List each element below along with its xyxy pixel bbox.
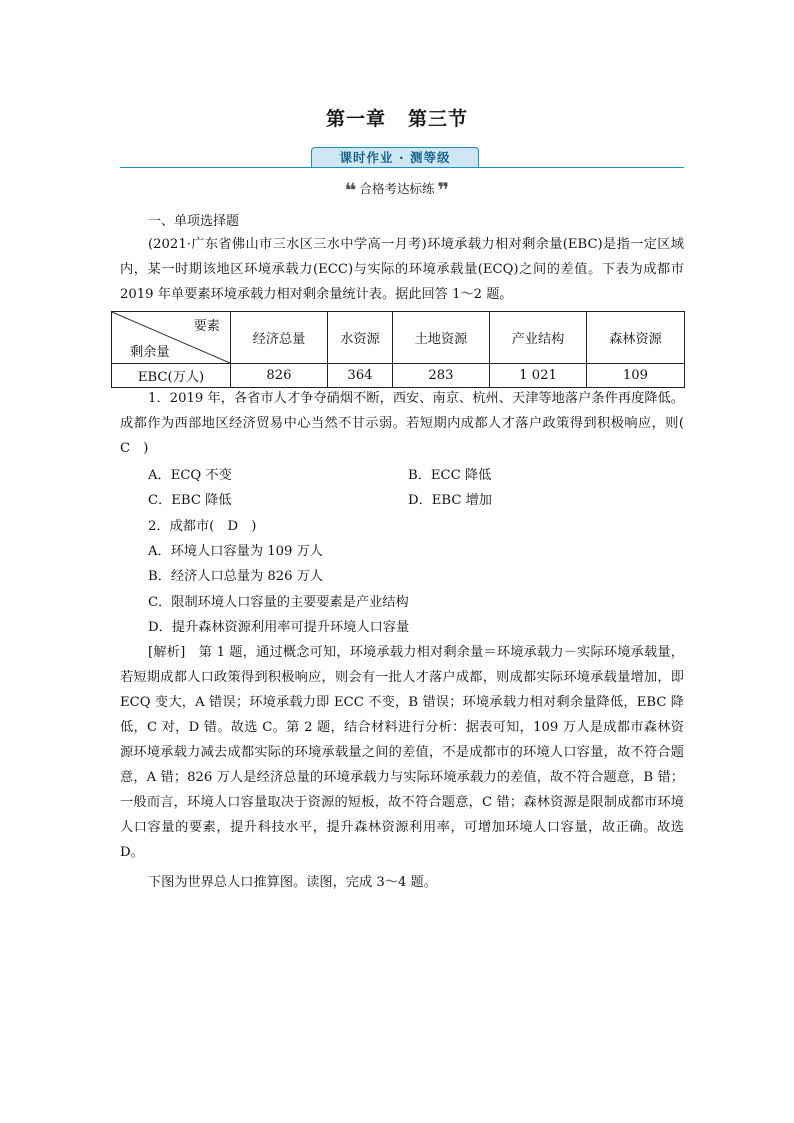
close-quote-icon: ❞ [437, 178, 450, 202]
subtitle [0, 179, 794, 200]
ebc-table [111, 311, 685, 388]
section-label: 第三节 [408, 108, 469, 130]
question-2-stem: 2．成都市( D ) [148, 519, 257, 534]
section-heading: 一、单项选择题 [148, 214, 240, 229]
column-header: 经济总量 [231, 312, 328, 364]
corner-top-label: 要素 [193, 319, 220, 334]
table-cell: 109 [587, 364, 685, 388]
q1-option-b: B．ECC 降低 [408, 468, 492, 483]
q2-option-a: A．环境人口容量为 109 万人 [148, 544, 323, 559]
table-cell: 826 [231, 364, 328, 388]
row-label: EBC(万人) [112, 364, 231, 388]
subtitle-label: 合格考达标练 [359, 181, 435, 196]
banner-tab: 课时作业 · 测等级 [311, 147, 479, 168]
intro-paragraph: (2021·广东省佛山市三水区三水中学高一月考)环境承载力相对剩余量(EBC)是指一定区域内，某一时期该地区环境承载力(ECC)与实际的环境承载量(ECQ)之间的差值。下表为成都市 2019 年单要素环境承载力相对剩余量统计表。据此回答 1～2 题。 [120, 237, 684, 302]
table-header-row [112, 312, 685, 364]
table-cell: 364 [328, 364, 393, 388]
q1-option-a: A．ECQ 不变 [148, 468, 232, 483]
column-header: 森林资源 [587, 312, 685, 364]
column-header: 水资源 [328, 312, 393, 364]
column-header: 土地资源 [393, 312, 490, 364]
banner-rule [120, 167, 684, 168]
analysis-paragraph: [解析] 第 1 题，通过概念可知，环境承载力相对剩余量＝环境承载力－实际环境承载量，若短期成都人口政策得到积极响应，则会有一批人才落户成都，则成都实际环境承载量增加，即 ECQ 变大，A 错误；环境承载力即 ECC 不变，B 错误；环境承载力相对剩余量降低，EBC 降低，C 对，D 错。故选 C。第 2 题，结合材料进行分析：据表可知，109 万人是成都市森林资源环境承载力减去成都实际的环境承载量之间的差值，不是成都市的环境人口容量，故不符合题意，A 错；826 万人是经济总量的环境承载力与实际环境承载力的差值，故不符合题意，B 错；一般而言，环境人口容量取决于资源的短板，故不符合题意，C 错；森林资源是限制成都市环境人口容量的要素，提升科技水平，提升森林资源利用率，可增加环境人口容量，故正确。故选 D。 [120, 645, 684, 860]
table-row [112, 364, 685, 388]
chapter-label: 第一章 [325, 108, 386, 130]
table-corner-cell [112, 312, 231, 364]
table-cell: 283 [393, 364, 490, 388]
q2-option-b: B．经济人口总量为 826 万人 [148, 569, 324, 584]
q2-option-c: C．限制环境人口容量的主要要素是产业结构 [148, 595, 409, 610]
next-question-intro: 下图为世界总人口推算图。读图，完成 3～4 题。 [148, 875, 437, 890]
corner-bottom-label: 剩余量 [130, 345, 170, 360]
q1-option-d: D．EBC 增加 [408, 493, 492, 508]
column-header: 产业结构 [490, 312, 587, 364]
table-cell: 1 021 [490, 364, 587, 388]
question-1-stem: 1．2019 年，各省市人才争夺硝烟不断，西安、南京、杭州、天津等地落户条件再度降低。成都作为西部地区经济贸易中心当然不甘示弱。若短期内成都人才落户政策得到积极响应，则( C ) [120, 391, 698, 456]
open-quote-icon: ❝ [344, 178, 357, 202]
page-title [0, 104, 794, 131]
q2-option-d: D．提升森林资源利用率可提升环境人口容量 [148, 620, 410, 635]
q1-option-c: C．EBC 降低 [148, 493, 232, 508]
